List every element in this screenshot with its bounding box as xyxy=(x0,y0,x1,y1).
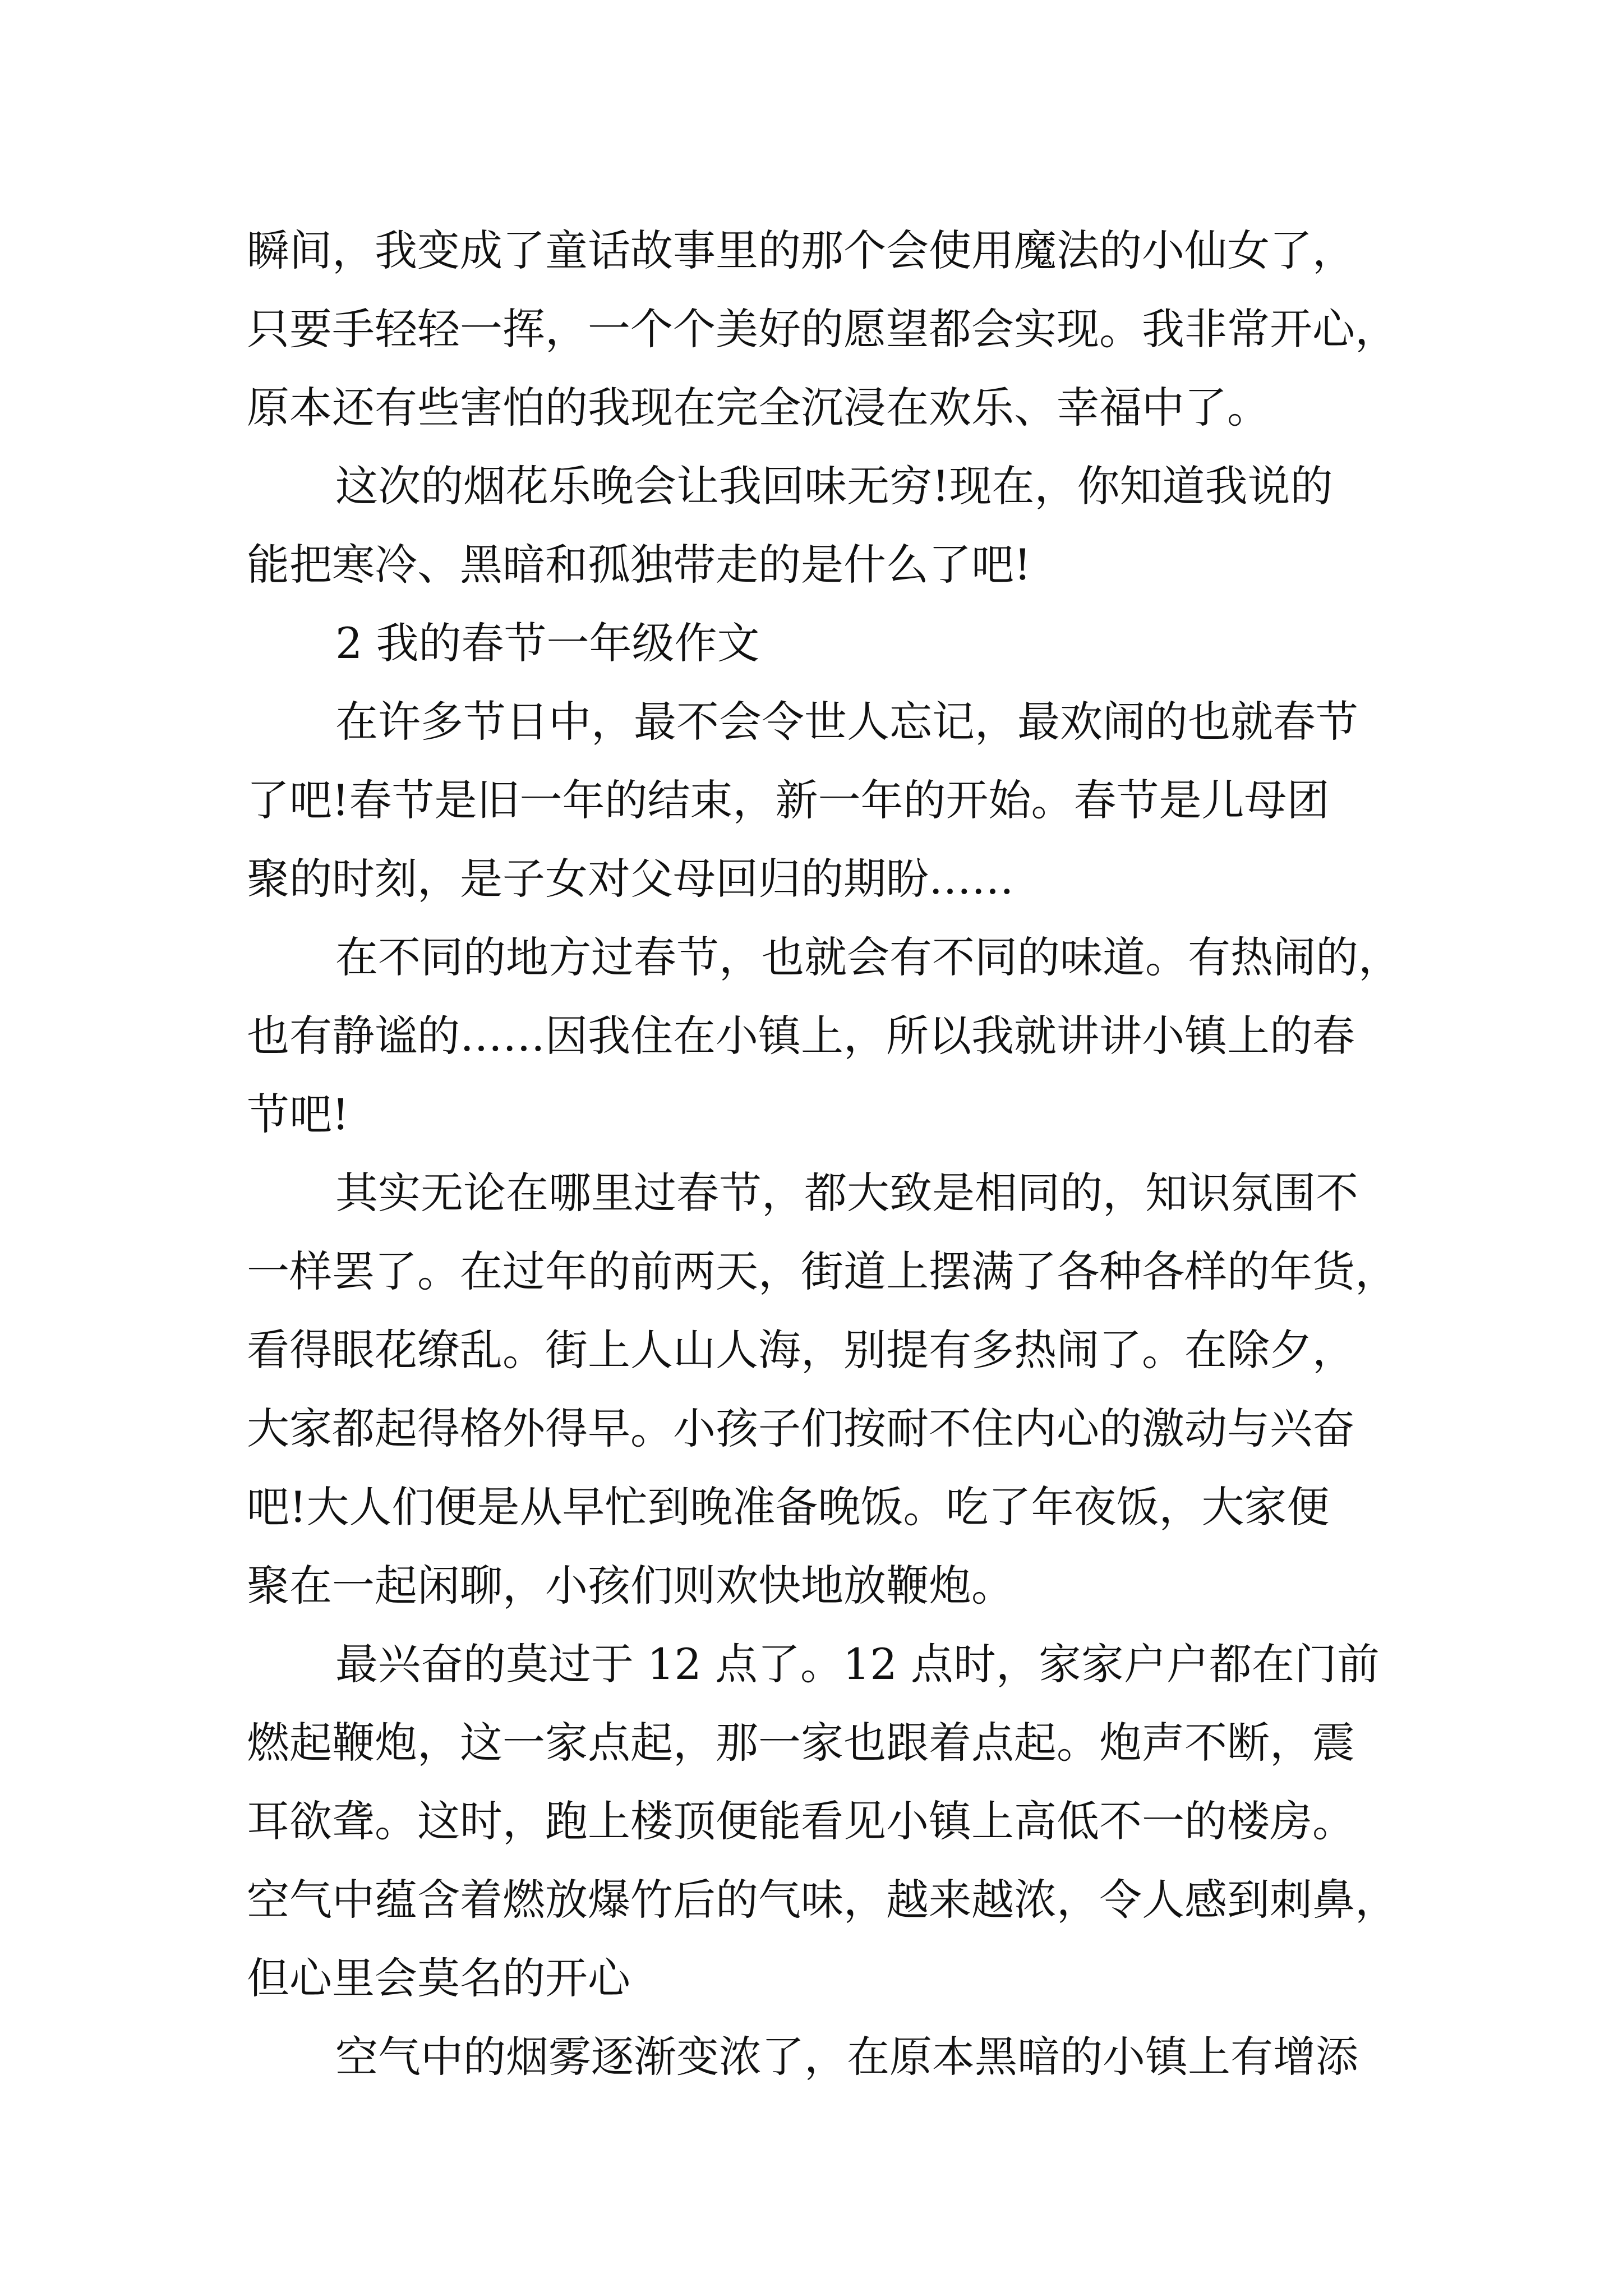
text-line: 但心里会莫名的开心 xyxy=(247,1953,630,2003)
text-line: 节吧! xyxy=(247,1089,349,1139)
text-line: 空气中的烟雾逐渐变浓了，在原本黑暗的小镇上有增添 xyxy=(335,2032,1358,2082)
document-body xyxy=(247,211,1408,2096)
text-line: 燃起鞭炮，这一家点起，那一家也跟着点起。炮声不断，震 xyxy=(247,1718,1355,1768)
text-line: 在不同的地方过春节，也就会有不同的味道。有热闹的， xyxy=(335,932,1401,982)
text-line: 看得眼花缭乱。街上人山人海，别提有多热闹了。在除夕， xyxy=(247,1325,1355,1375)
text-line: 耳欲聋。这时，跑上楼顶便能看见小镇上高低不一的楼房。 xyxy=(247,1796,1355,1846)
text-line: 原本还有些害怕的我现在完全沉浸在欢乐、幸福中了。 xyxy=(247,383,1270,432)
text-line: 聚在一起闲聊，小孩们则欢快地放鞭炮。 xyxy=(247,1561,1014,1611)
text-line: 了吧!春节是旧一年的结束，新一年的开始。春节是儿母团 xyxy=(247,775,1330,825)
text-line: 能把寒冷、黑暗和孤独带走的是什么了吧! xyxy=(247,540,1031,590)
text-line: 大家都起得格外得早。小孩子们按耐不住内心的激动与兴奋 xyxy=(247,1404,1355,1453)
text-line: 一样罢了。在过年的前两天，街道上摆满了各种各样的年货， xyxy=(247,1246,1398,1296)
text-line: 吧!大人们便是从早忙到晚准备晚饭。吃了年夜饭，大家便 xyxy=(247,1482,1330,1532)
text-line: 也有静谧的……因我住在小镇上，所以我就讲讲小镇上的春 xyxy=(247,1011,1355,1061)
text-line: 其实无论在哪里过春节，都大致是相同的，知识氛围不 xyxy=(335,1168,1358,1218)
text-line: 这次的烟花乐晚会让我回味无穷!现在，你知道我说的 xyxy=(335,461,1333,511)
text-line: 聚的时刻，是子女对父母回归的期盼…… xyxy=(247,854,1014,904)
text-line: 瞬间，我变成了童话故事里的那个会使用魔法的小仙女了， xyxy=(247,226,1355,275)
text-line: 最兴奋的莫过于 12 点了。12 点时，家家户户都在门前 xyxy=(335,1639,1380,1689)
text-line: 在许多节日中，最不会令世人忘记，最欢闹的也就春节 xyxy=(335,697,1358,747)
text-line: 空气中蕴含着燃放爆竹后的气味，越来越浓，令人感到刺鼻， xyxy=(247,1875,1398,1925)
text-line: 2 我的春节一年级作文 xyxy=(335,618,760,668)
text-line: 只要手轻轻一挥，一个个美好的愿望都会实现。我非常开心， xyxy=(247,304,1398,354)
